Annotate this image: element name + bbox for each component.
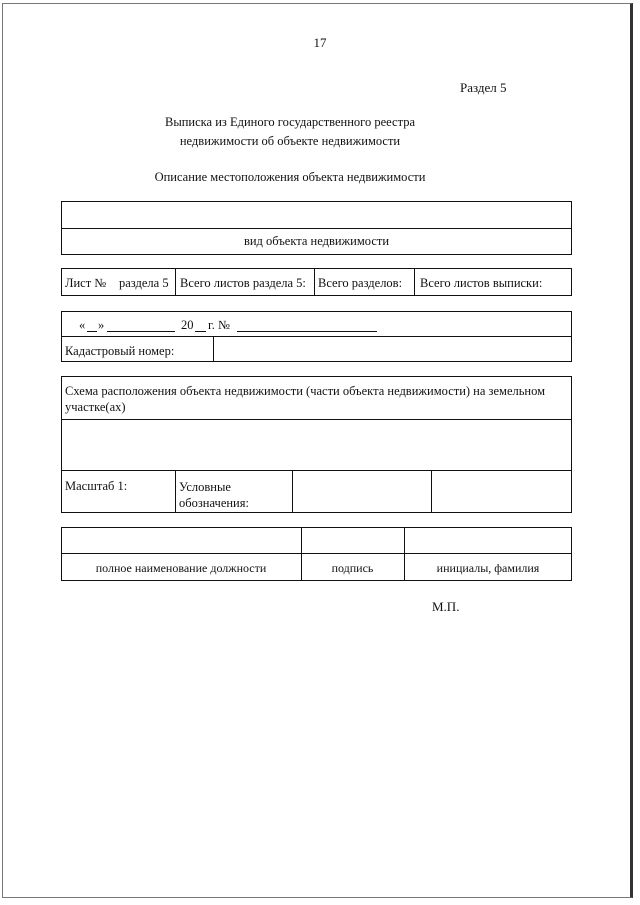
title-line-1: Выписка из Единого государственного реестра [165, 115, 415, 129]
number-label: г. № [208, 318, 230, 332]
scheme-divider [61, 419, 572, 420]
initials-caption: инициалы, фамилия [436, 561, 540, 575]
scheme-divider [61, 470, 572, 471]
cadastral-divider [213, 336, 214, 362]
section-label: Раздел 5 [460, 80, 507, 95]
month-blank [107, 331, 175, 332]
sheet-section-label: раздела 5 [119, 276, 169, 290]
scale-label: Масштаб 1: [65, 479, 128, 493]
sheet-info-divider [175, 268, 176, 296]
scheme-footer-divider [292, 470, 293, 513]
date-quote-open: « [79, 318, 86, 332]
day-blank [87, 331, 97, 332]
total-sheets-section-label: Всего листов раздела 5: [180, 276, 306, 290]
number-blank [237, 331, 377, 332]
total-sheets-extract-label: Всего листов выписки: [420, 276, 543, 290]
sheet-info-divider [314, 268, 315, 296]
stamp-label: М.П. [432, 599, 460, 614]
object-type-divider [61, 228, 572, 229]
sheet-info-divider [414, 268, 415, 296]
legend-label: Условные обозначения: [179, 480, 249, 510]
subtitle: Описание местоположения объекта недвижимости [154, 170, 426, 184]
sheet-number-label: Лист № [65, 276, 107, 290]
date-quote-close: » [98, 318, 105, 332]
scheme-title: Схема расположения объекта недвижимости (части объекта недвижимости) на земельном участке(ах) [65, 384, 546, 414]
year-blank [195, 331, 206, 332]
position-caption: полное наименование должности [95, 561, 267, 575]
date-cadastral-divider [61, 336, 572, 337]
total-sections-label: Всего разделов: [318, 276, 403, 290]
signature-divider [61, 553, 572, 554]
object-type-caption: вид объекта недвижимости [243, 234, 390, 248]
title-line-2: недвижимости об объекте недвижимости [179, 134, 401, 148]
year-prefix: 20 [181, 318, 194, 332]
scheme-footer-divider [431, 470, 432, 513]
scheme-footer-divider [175, 470, 176, 513]
cadastral-label: Кадастровый номер: [65, 344, 175, 358]
page-number: 17 [313, 35, 327, 50]
signature-caption: подпись [331, 561, 374, 575]
